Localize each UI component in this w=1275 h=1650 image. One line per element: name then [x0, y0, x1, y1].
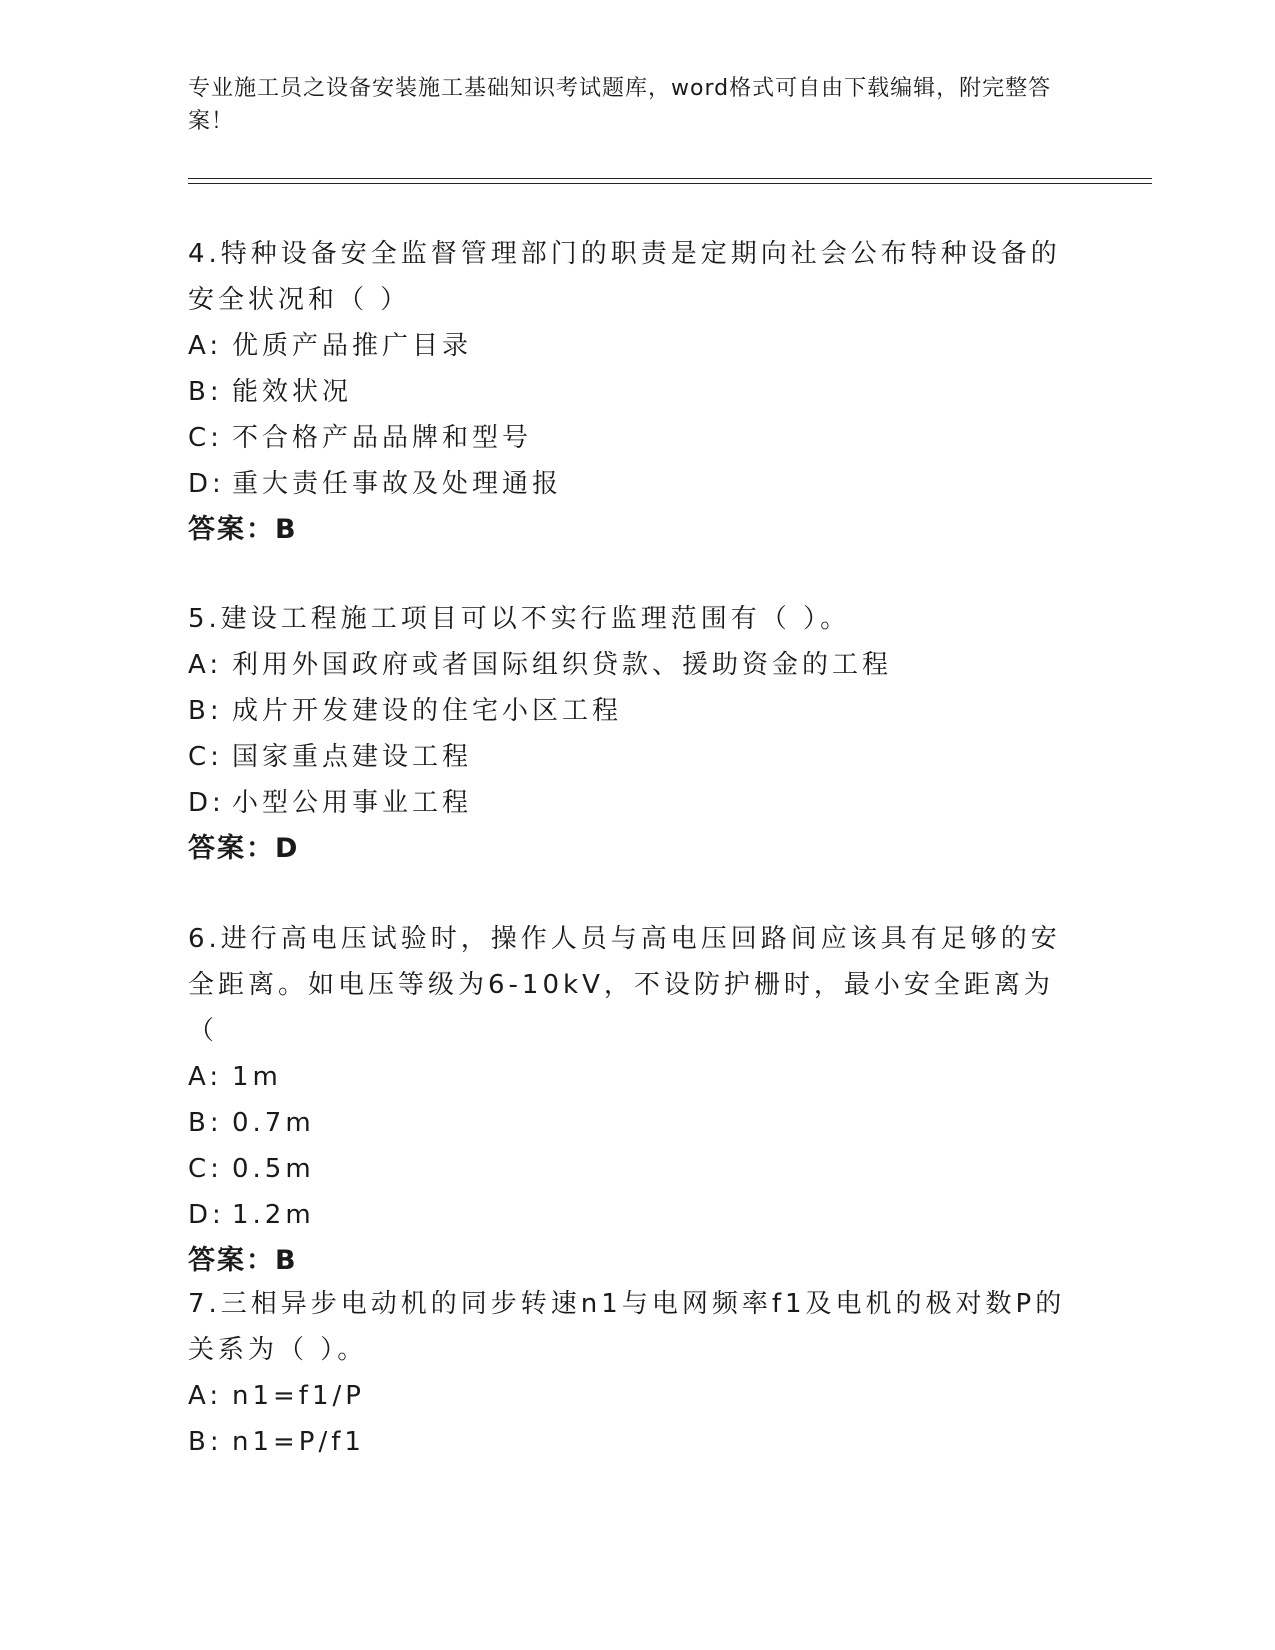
answer-line: 答案：B [188, 1245, 298, 1276]
option-a [188, 1054, 1068, 1100]
option-text: 重大责任事故及处理通报 [232, 469, 563, 499]
option-text: 成片开发建设的住宅小区工程 [232, 696, 623, 726]
header-divider-top [188, 178, 1152, 179]
option-d [188, 461, 1068, 507]
option-c [188, 415, 1068, 461]
option-d [188, 1192, 1068, 1238]
question-6 [188, 916, 1068, 1284]
option-text: 利用外国政府或者国际组织贷款、援助资金的工程 [232, 650, 893, 680]
answer-line: 答案：B [188, 514, 298, 545]
option-c [188, 734, 1068, 780]
option-letter: B: [188, 377, 223, 407]
option-text: 小型公用事业工程 [232, 788, 473, 818]
question-7 [188, 1281, 1068, 1465]
question-stem: 4.特种设备安全监督管理部门的职责是定期向社会公布特种设备的安全状况和（ ） [188, 239, 1061, 315]
document-header: 专业施工员之设备安装施工基础知识考试题库，word格式可自由下载编辑，附完整答案！ [188, 76, 1052, 134]
option-letter: A: [188, 1381, 223, 1411]
option-text: 1m [232, 1062, 282, 1092]
option-letter: B: [188, 696, 223, 726]
option-b [188, 1100, 1068, 1146]
option-a [188, 642, 1068, 688]
option-letter: D: [188, 469, 225, 499]
option-text: n1=f1/P [232, 1381, 365, 1411]
option-d [188, 780, 1068, 826]
option-text: n1=P/f1 [232, 1427, 365, 1457]
option-letter: D: [188, 788, 225, 818]
option-text: 0.5m [232, 1154, 315, 1184]
option-letter: B: [188, 1108, 223, 1138]
option-b [188, 369, 1068, 415]
option-text: 1.2m [232, 1200, 315, 1230]
question-4 [188, 231, 1068, 553]
option-b [188, 1419, 1068, 1465]
option-letter: A: [188, 331, 223, 361]
option-text: 优质产品推广目录 [232, 331, 473, 361]
option-text: 能效状况 [232, 377, 353, 407]
question-5 [188, 596, 1068, 872]
option-letter: A: [188, 1062, 223, 1092]
question-stem: 7.三相异步电动机的同步转速n1与电网频率f1及电机的极对数P的关系为（ ）。 [188, 1289, 1066, 1365]
option-a [188, 1373, 1068, 1419]
option-letter: C: [188, 423, 223, 453]
option-b [188, 688, 1068, 734]
option-letter: D: [188, 1200, 225, 1230]
question-stem: 6.进行高电压试验时，操作人员与高电压回路间应该具有足够的安全距离。如电压等级为6-10kV，不设防护栅时，最小安全距离为（ [188, 924, 1061, 1046]
answer-line: 答案：D [188, 833, 300, 864]
option-a [188, 323, 1068, 369]
option-letter: C: [188, 1154, 223, 1184]
header-divider-bottom [188, 183, 1152, 184]
option-text: 0.7m [232, 1108, 315, 1138]
option-text: 国家重点建设工程 [232, 742, 473, 772]
option-letter: C: [188, 742, 223, 772]
option-letter: A: [188, 650, 223, 680]
option-c [188, 1146, 1068, 1192]
option-text: 不合格产品品牌和型号 [232, 423, 533, 453]
question-stem: 5.建设工程施工项目可以不实行监理范围有（ ）。 [188, 604, 851, 634]
option-letter: B: [188, 1427, 223, 1457]
